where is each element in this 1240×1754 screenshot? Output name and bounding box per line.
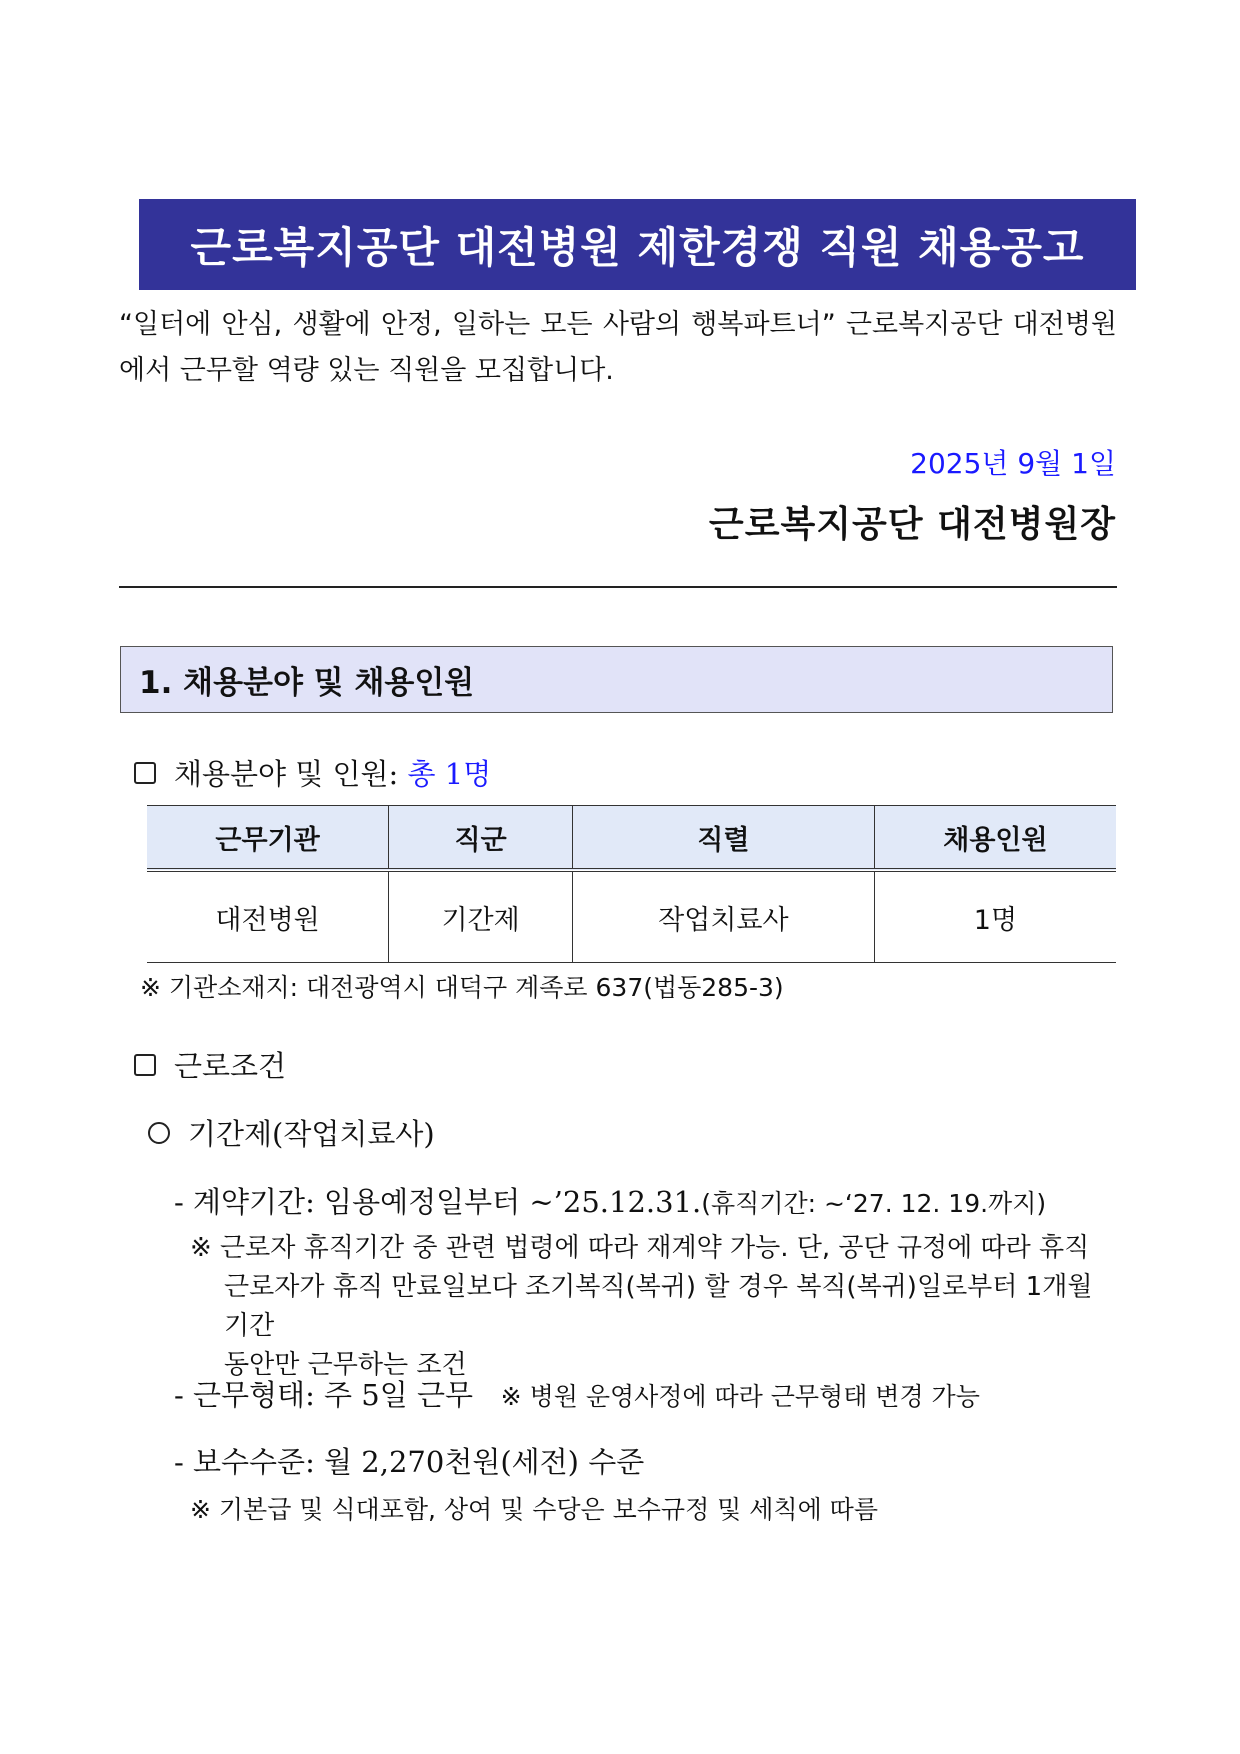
conditions-heading-label: 근로조건 — [174, 1049, 287, 1083]
work-type — [174, 1373, 980, 1414]
condition-group-title: 기간제(작업치료사) — [188, 1117, 435, 1151]
announcement-date: 2025년 9월 1일 — [910, 447, 1116, 480]
circle-bullet-icon — [148, 1122, 170, 1144]
work-type-note: ※ 병원 운영사정에 따라 근무형태 변경 가능 — [500, 1382, 980, 1411]
work-type-label: - 근무형태: 주 5일 근무 — [174, 1378, 474, 1412]
table-cell: 1명 — [874, 870, 1116, 963]
recruit-summary — [134, 752, 491, 793]
recruit-summary-value: 총 1명 — [407, 757, 492, 791]
recruit-summary-label: 채용분야 및 인원: — [174, 757, 399, 791]
signer: 근로복지공단 대전병원장 — [708, 504, 1116, 545]
contract-note-line: 근로자가 휴직 만료일보다 조기복직(복귀) 할 경우 복직(복귀)일로부터 1개월 기간 — [224, 1272, 1093, 1341]
conditions-heading — [134, 1044, 286, 1085]
section-heading-1: 1. 채용분야 및 채용인원 — [120, 646, 1113, 713]
condition-group — [148, 1112, 435, 1153]
pay-level — [174, 1440, 644, 1481]
contract-period-sub: (휴직기간: ~‘27. 12. 19.까지) — [701, 1189, 1047, 1218]
location-note: ※ 기관소재지: 대전광역시 대덕구 계족로 637(법동285-3) — [140, 973, 784, 1002]
table-header: 채용인원 — [874, 806, 1116, 871]
page-title: 근로복지공단 대전병원 제한경쟁 직원 채용공고 — [139, 199, 1136, 290]
table-cell: 작업치료사 — [572, 870, 874, 963]
contract-note — [190, 1229, 1116, 1385]
divider — [119, 586, 1117, 588]
table-cell: 기간제 — [389, 870, 573, 963]
contract-note-line: ※ 근로자 휴직기간 중 관련 법령에 따라 재계약 가능. 단, 공단 규정에 따라 휴직 — [190, 1233, 1090, 1263]
table-header: 직군 — [389, 806, 573, 871]
table-header: 근무기관 — [147, 806, 389, 871]
table-header: 직렬 — [572, 806, 874, 871]
table-row — [147, 870, 1116, 963]
table-header-row — [147, 806, 1116, 871]
square-bullet-icon — [134, 1054, 156, 1076]
contract-period — [174, 1180, 1046, 1221]
pay-note: ※ 기본급 및 식대포함, 상여 및 수당은 보수규정 및 세칙에 따름 — [190, 1495, 878, 1524]
pay-level-label: - 보수수준: 월 2,270천원(세전) 수준 — [174, 1445, 645, 1479]
square-bullet-icon — [134, 762, 156, 784]
table-cell: 대전병원 — [147, 870, 389, 963]
recruit-table — [147, 805, 1116, 963]
intro-text: “일터에 안심, 생활에 안정, 일하는 모든 사람의 행복파트너” 근로복지공단 대전병원에서 근무할 역량 있는 직원을 모집합니다. — [119, 309, 1117, 386]
contract-period-label: - 계약기간: 임용예정일부터 ~’25.12.31. — [174, 1185, 702, 1219]
contract-note-line: 동안만 근무하는 조건 — [224, 1350, 467, 1380]
